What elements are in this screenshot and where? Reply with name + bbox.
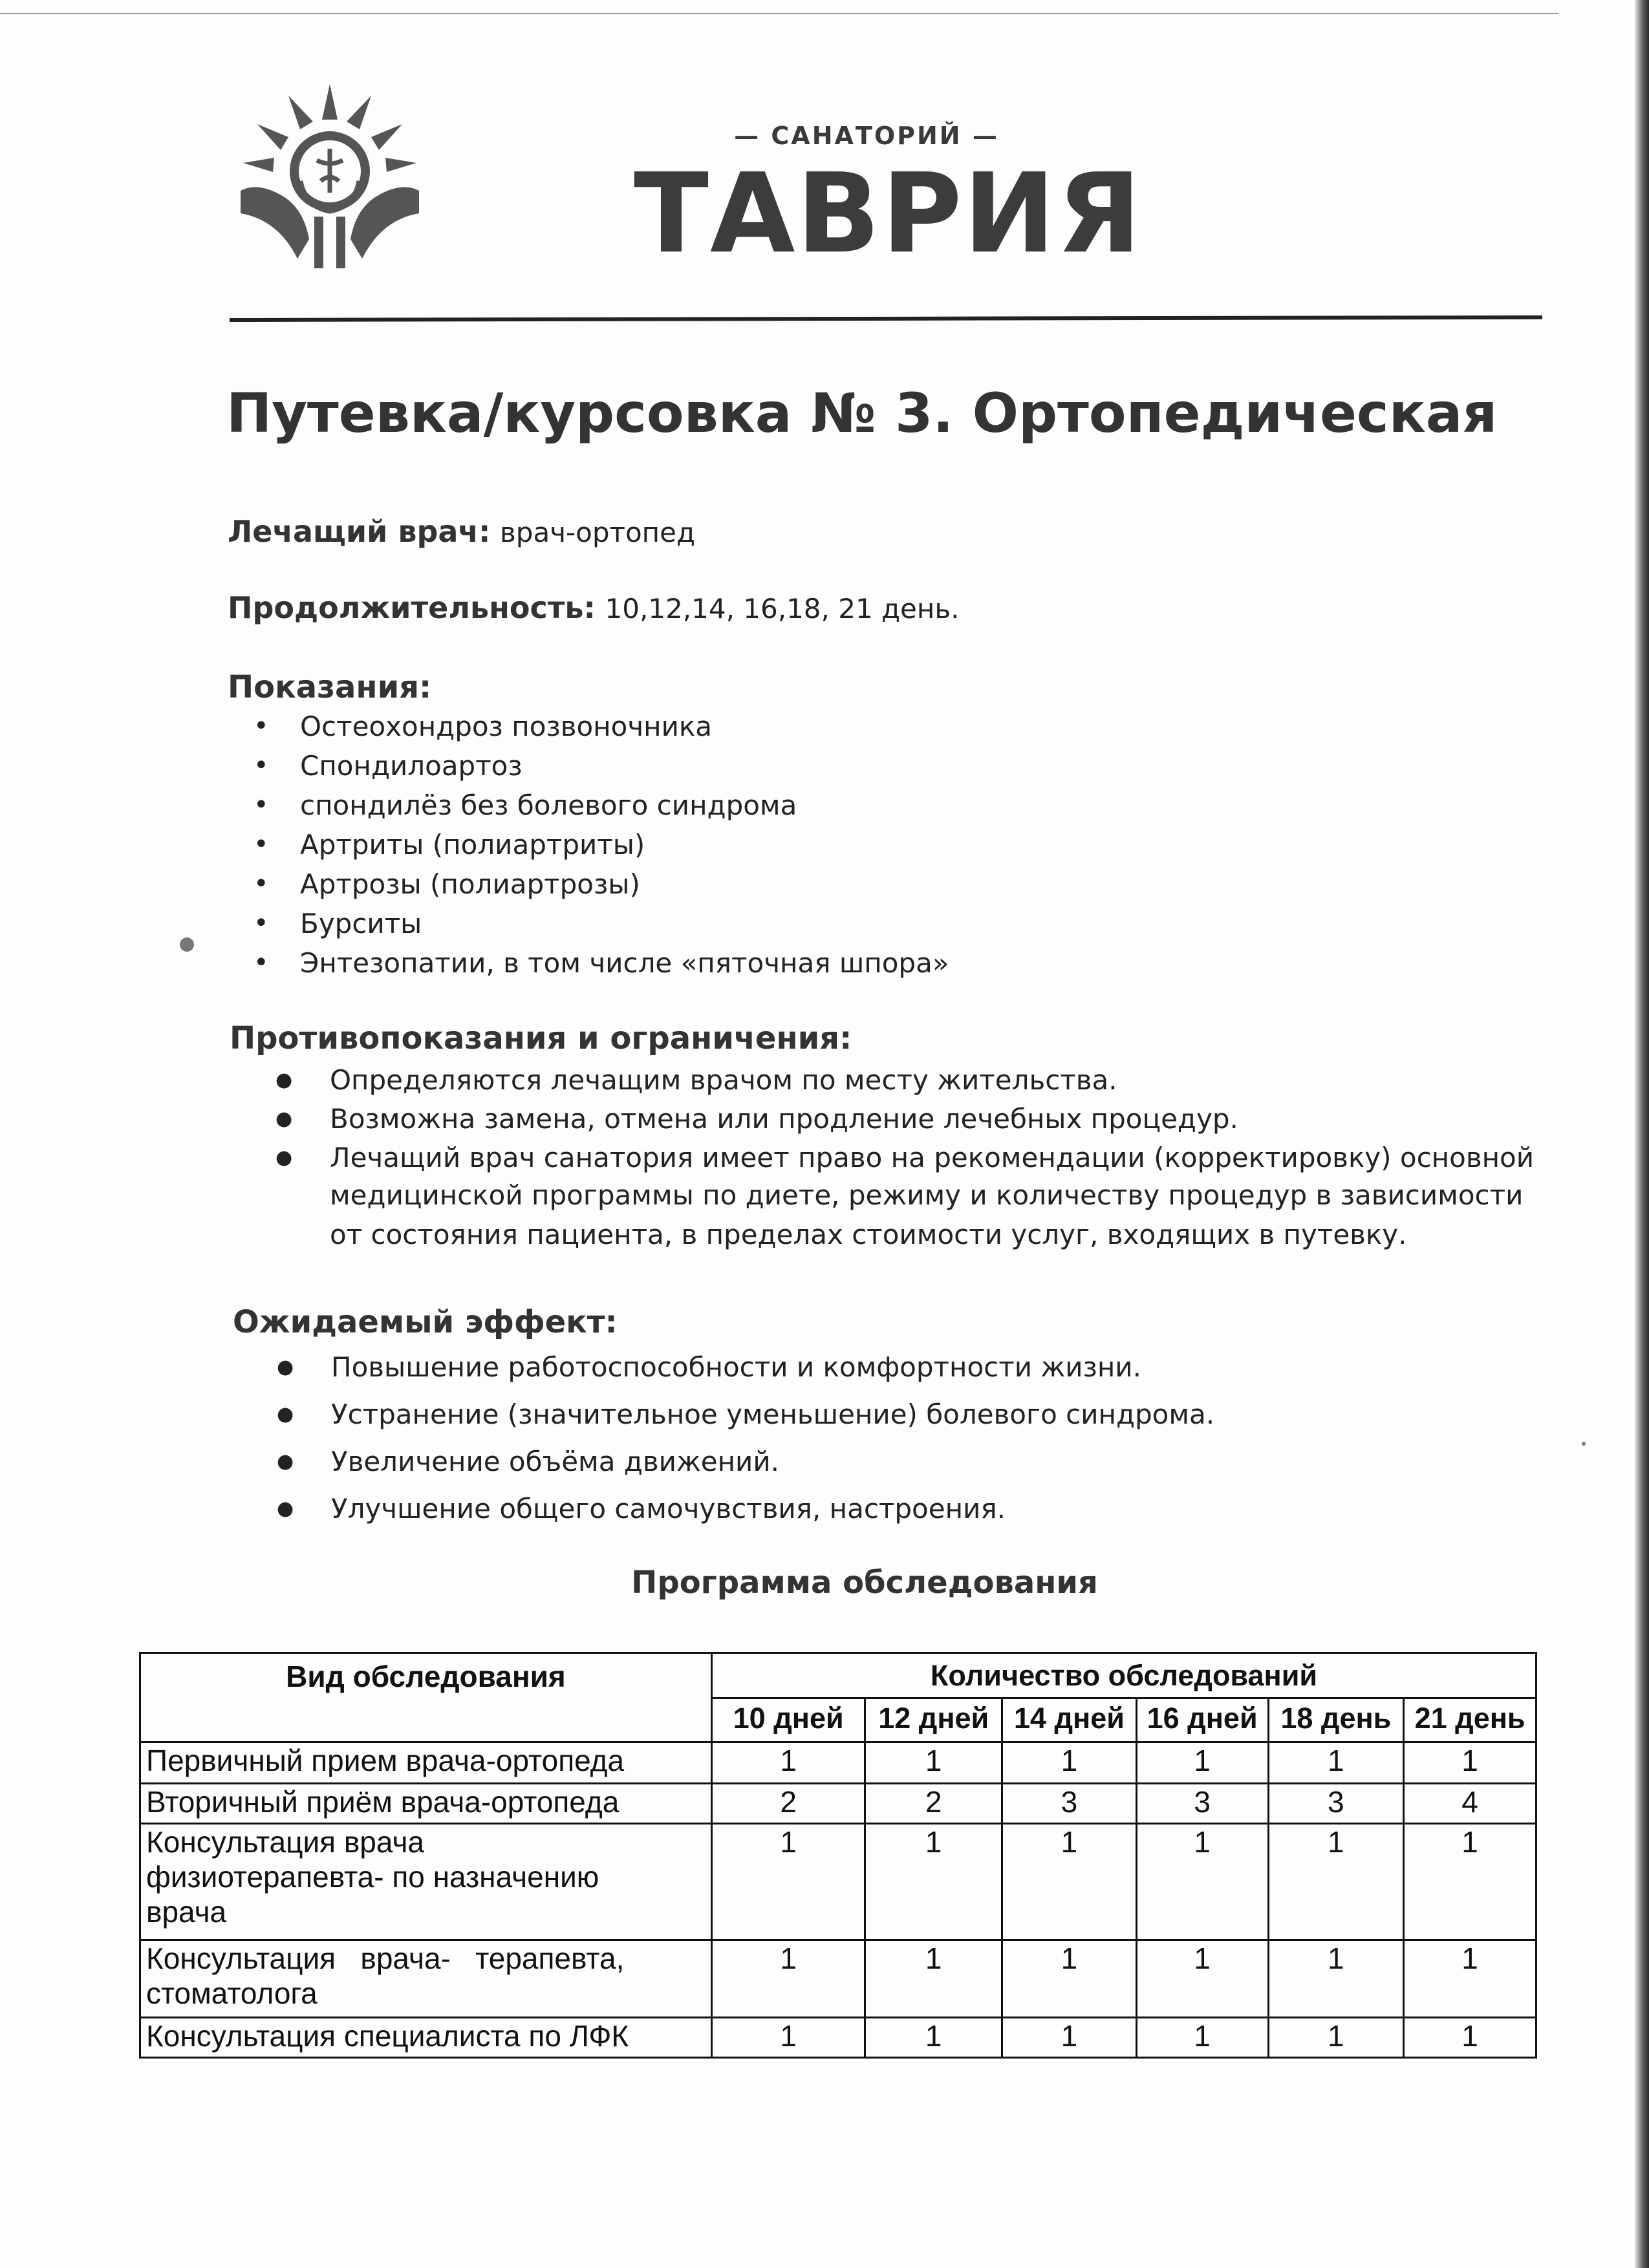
exam-count: 1	[1268, 1742, 1404, 1784]
effect-list	[272, 1343, 1214, 1532]
scan-speck	[1582, 1442, 1586, 1446]
list-item: ● Лечащий врач санатория имеет право на рекомендации (корректировку) основной	[270, 1138, 1534, 1177]
exam-count: 1	[1002, 2018, 1137, 2058]
exam-name	[140, 1940, 712, 2018]
list-item: • Спондилоартоз	[228, 746, 949, 786]
exam-count: 1	[865, 1742, 1002, 1784]
doctor-value: врач-ортопед	[500, 517, 696, 548]
exam-name: Вторичный приём врача-ортопеда	[140, 1784, 712, 1824]
column-header-days: 18 день	[1268, 1698, 1404, 1742]
list-item: ● Повышение работоспособности и комфортности жизни.	[272, 1343, 1214, 1391]
exam-count: 4	[1404, 1784, 1536, 1824]
exam-count: 1	[865, 1824, 1002, 1940]
exam-count: 1	[1002, 1742, 1137, 1784]
brand-block	[634, 122, 1143, 278]
list-item: ● Улучшение общего самочувствия, настроения.	[272, 1485, 1214, 1532]
scan-edge	[1635, 0, 1649, 2268]
exam-name	[140, 1824, 712, 1940]
exam-count: 1	[711, 1940, 865, 2018]
column-header-days: 14 дней	[1002, 1698, 1137, 1742]
duration-value: 10,12,14, 16,18, 21 день.	[605, 593, 960, 625]
page-title: Путевка/курсовка № 3. Ортопедическая	[226, 381, 1498, 445]
exam-name-line: врача	[146, 1895, 227, 1929]
exam-count: 1	[1404, 1940, 1536, 2018]
table-row	[140, 2018, 1536, 2058]
list-item: • Артриты (полиартриты)	[228, 825, 949, 864]
exam-count: 1	[711, 2018, 865, 2058]
doctor-field	[228, 514, 695, 549]
exam-count: 3	[1136, 1784, 1268, 1824]
list-item: • Остеохондроз позвоночника	[228, 707, 949, 746]
contraindications-continuation	[330, 1175, 1523, 1254]
header-rule	[230, 316, 1542, 322]
indications-list	[228, 707, 949, 983]
column-header-days: 16 дней	[1136, 1698, 1268, 1742]
exam-count: 1	[1002, 1824, 1137, 1940]
duration-label: Продолжительность:	[228, 590, 596, 625]
doctor-label: Лечащий врач:	[228, 514, 491, 549]
exam-count: 1	[1268, 1824, 1404, 1940]
exam-count: 1	[1002, 1940, 1137, 2018]
exam-count: 1	[711, 1742, 865, 1784]
sun-hands-bowl-of-hygieia-logo-icon	[233, 84, 427, 272]
column-header-days: 21 день	[1404, 1698, 1536, 1742]
exam-count: 1	[711, 1824, 865, 1940]
exam-count: 1	[1136, 2018, 1268, 2058]
column-header-kind: Вид обследования	[140, 1653, 712, 1742]
continuation-line: от состояния пациента, в пределах стоимости услуг, входящих в путевку.	[330, 1219, 1407, 1250]
table-row	[140, 1784, 1536, 1824]
table-row	[140, 1742, 1536, 1784]
exam-name-line: физиотерапевта- по назначению	[146, 1860, 599, 1894]
effect-heading: Ожидаемый эффект:	[233, 1304, 618, 1340]
exam-count: 2	[711, 1784, 865, 1824]
column-header-count: Количество обследований	[711, 1653, 1536, 1698]
exam-program-table	[139, 1652, 1537, 2059]
continuation-line: медицинской программы по диете, режиму и количеству процедур в зависимости	[330, 1179, 1524, 1211]
exam-name: Консультация специалиста по ЛФК	[140, 2018, 712, 2058]
table-row	[140, 1940, 1536, 2018]
exam-name-line: Консультация врача- терапевта,	[146, 1942, 625, 1975]
exam-name: Первичный прием врача-ортопеда	[140, 1742, 712, 1784]
list-item: ● Увеличение объёма движений.	[272, 1438, 1214, 1485]
exam-name-line: стоматолога	[146, 1976, 318, 2010]
list-item: • спондилёз без болевого синдрома	[228, 786, 949, 825]
exam-count: 3	[1268, 1784, 1404, 1824]
indications-heading: Показания:	[228, 669, 432, 705]
list-item: • Бурситы	[228, 904, 949, 943]
exam-count: 1	[865, 1940, 1002, 2018]
exam-count: 1	[1404, 1742, 1536, 1784]
list-item: • Артрозы (полиартрозы)	[228, 864, 949, 904]
contraindications-list	[270, 1060, 1534, 1177]
brand-subtitle: — САНАТОРИЙ —	[734, 122, 999, 150]
exam-count: 1	[1136, 1940, 1268, 2018]
column-header-days: 10 дней	[711, 1698, 865, 1742]
exam-name-line: Консультация врача	[146, 1825, 424, 1859]
exam-count: 3	[1002, 1784, 1137, 1824]
duration-field	[228, 590, 959, 625]
scan-speck	[180, 937, 194, 952]
list-item: ● Возможна замена, отмена или продление лечебных процедур.	[270, 1099, 1534, 1138]
table-row	[140, 1824, 1536, 1940]
list-item: ● Устранение (значительное уменьшение) болевого синдрома.	[272, 1391, 1214, 1438]
exam-count: 1	[1404, 2018, 1536, 2058]
list-item: ● Определяются лечащим врачом по месту жительства.	[270, 1060, 1534, 1099]
exam-count: 1	[1136, 1742, 1268, 1784]
exam-count: 2	[865, 1784, 1002, 1824]
scan-top-line	[0, 13, 1558, 14]
brand-name: ТАВРИЯ	[634, 150, 1143, 278]
contraindications-heading: Противопоказания и ограничения:	[230, 1020, 852, 1056]
exam-count: 1	[1404, 1824, 1536, 1940]
exam-count: 1	[865, 2018, 1002, 2058]
exam-count: 1	[1136, 1824, 1268, 1940]
list-item: • Энтезопатии, в том числе «пяточная шпора»	[228, 943, 949, 983]
exam-count: 1	[1268, 2018, 1404, 2058]
exam-count: 1	[1268, 1940, 1404, 2018]
column-header-days: 12 дней	[865, 1698, 1002, 1742]
program-title: Программа обследования	[631, 1565, 1098, 1601]
